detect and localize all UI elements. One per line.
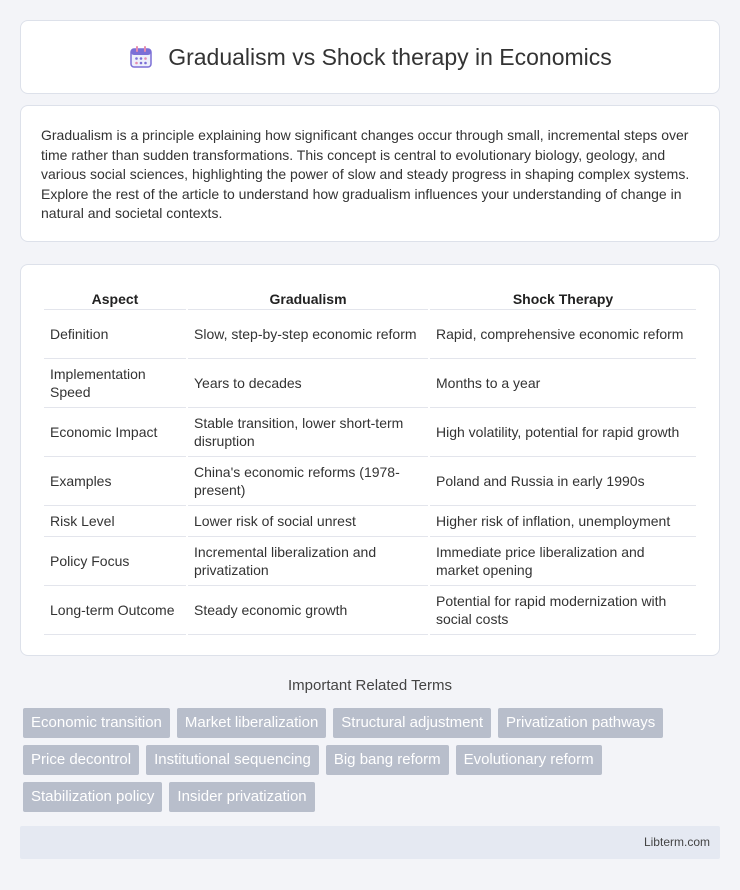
- table-row: [44, 359, 696, 408]
- footer-site-link[interactable]: Libterm.com: [643, 835, 710, 849]
- table-cell: Immediate price liberalization and market opening: [430, 537, 696, 586]
- table-header-row: [44, 287, 696, 310]
- table-cell: Stable transition, lower short-term disruption: [188, 408, 428, 457]
- footer: [20, 826, 720, 859]
- table-cell: Examples: [44, 457, 186, 506]
- table-cell: Slow, step-by-step economic reform: [188, 310, 428, 359]
- table-cell: Definition: [44, 310, 186, 359]
- table-cell: Lower risk of social unrest: [188, 506, 428, 537]
- table-row: [44, 537, 696, 586]
- header-shock-therapy: Shock Therapy: [430, 287, 696, 310]
- related-terms-list: [23, 708, 723, 812]
- table-cell: China's economic reforms (1978-present): [188, 457, 428, 506]
- comparison-table-card: [20, 264, 720, 656]
- related-terms-title: Important Related Terms: [288, 677, 452, 694]
- calendar-icon: [128, 44, 154, 70]
- page-title: Gradualism vs Shock therapy in Economics: [168, 43, 612, 70]
- header-gradualism: Gradualism: [188, 287, 428, 310]
- related-term-tag[interactable]: Privatization pathways: [498, 708, 663, 738]
- table-row: [44, 310, 696, 359]
- related-term-tag[interactable]: Structural adjustment: [333, 708, 491, 738]
- table-cell: Higher risk of inflation, unemployment: [430, 506, 696, 537]
- related-term-tag[interactable]: Market liberalization: [177, 708, 326, 738]
- related-term-tag[interactable]: Big bang reform: [326, 745, 449, 775]
- table-row: [44, 506, 696, 537]
- table-cell: Poland and Russia in early 1990s: [430, 457, 696, 506]
- table-cell: High volatility, potential for rapid growth: [430, 408, 696, 457]
- table-cell: Economic Impact: [44, 408, 186, 457]
- table-row: [44, 457, 696, 506]
- table-cell: Potential for rapid modernization with social costs: [430, 586, 696, 635]
- table-cell: Months to a year: [430, 359, 696, 408]
- related-term-tag[interactable]: Insider privatization: [169, 782, 314, 812]
- table-row: [44, 586, 696, 635]
- intro-card: [20, 105, 720, 242]
- comparison-table: [42, 287, 698, 635]
- related-term-tag[interactable]: Stabilization policy: [23, 782, 162, 812]
- table-cell: Policy Focus: [44, 537, 186, 586]
- intro-text: Gradualism is a principle explaining how significant changes occur through small, incremental steps over time rather than sudden transformations. This concept is central to evolutionary biology, geology, and various social sciences, highlighting the power of slow and steady progress in shaping complex systems. Explore the rest of the article to understand how gradualism influences your understanding of change in natural and societal contexts.: [41, 127, 690, 221]
- table-cell: Implementation Speed: [44, 359, 186, 408]
- table-cell: Risk Level: [44, 506, 186, 537]
- table-cell: Steady economic growth: [188, 586, 428, 635]
- title-card: [20, 20, 720, 94]
- related-term-tag[interactable]: Institutional sequencing: [146, 745, 319, 775]
- table-cell: Years to decades: [188, 359, 428, 408]
- table-cell: Incremental liberalization and privatization: [188, 537, 428, 586]
- table-cell: Long-term Outcome: [44, 586, 186, 635]
- related-term-tag[interactable]: Evolutionary reform: [456, 745, 602, 775]
- table-row: [44, 408, 696, 457]
- related-term-tag[interactable]: Economic transition: [23, 708, 170, 738]
- table-cell: Rapid, comprehensive economic reform: [430, 310, 696, 359]
- related-term-tag[interactable]: Price decontrol: [23, 745, 139, 775]
- header-aspect: Aspect: [44, 287, 186, 310]
